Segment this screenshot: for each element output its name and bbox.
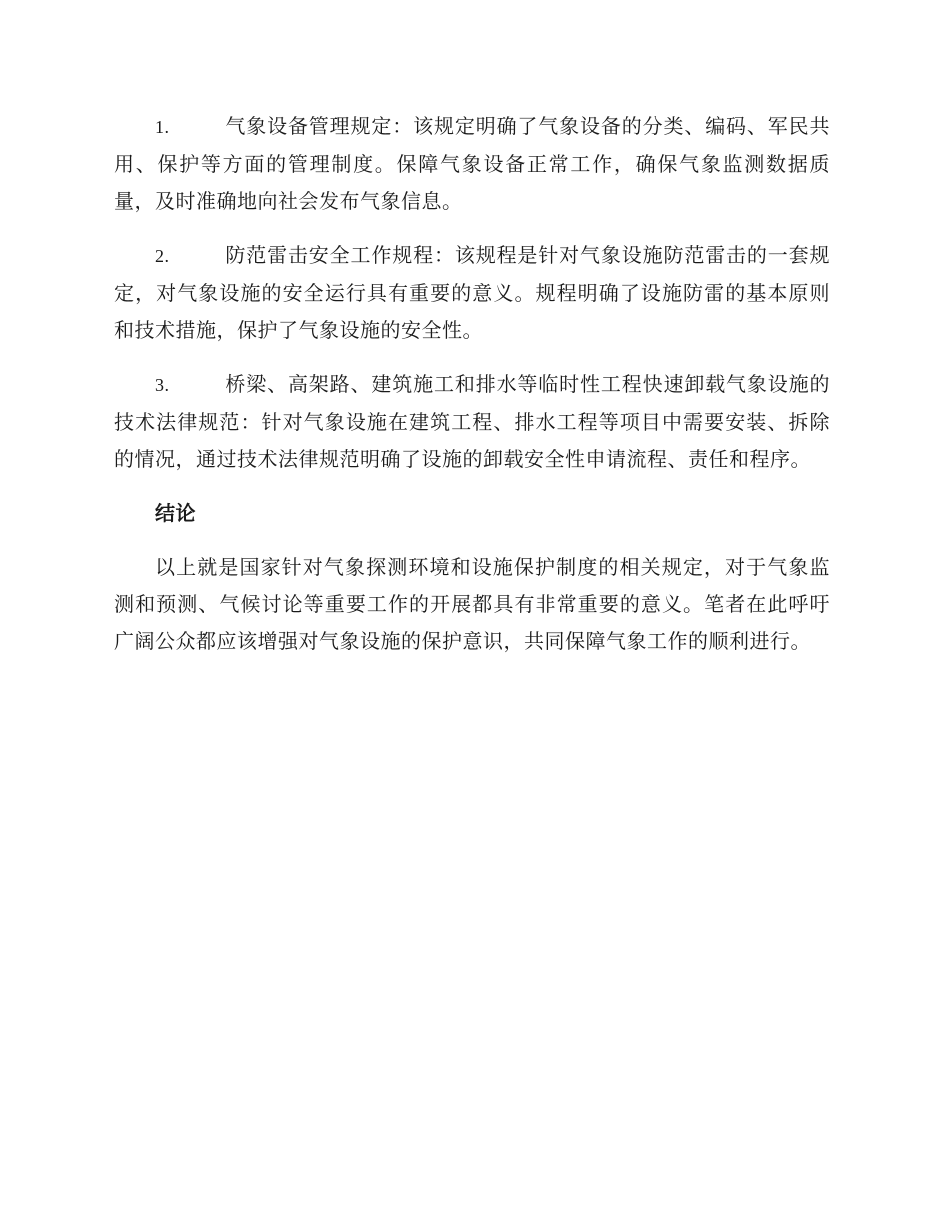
conclusion-paragraph: 以上就是国家针对气象探测环境和设施保护制度的相关规定，对于气象监测和预测、气候讨论等重要工作的开展都具有非常重要的意义。笔者在此呼吁广阔公众都应该增强对气象设施的保护意识，共同保障气象工作的顺利进行。 xyxy=(114,555,830,653)
list-item-number: 1. xyxy=(155,117,170,137)
list-item-1 xyxy=(114,108,830,220)
conclusion-heading: 结论 xyxy=(155,501,196,525)
list-item-text: 气象设备管理规定：该规定明确了气象设备的分类、编码、军民共用、保护等方面的管理制度。保障气象设备正常工作，确保气象监测数据质量，及时准确地向社会发布气象信息。 xyxy=(114,114,830,213)
list-item-number: 3. xyxy=(155,375,170,395)
document-body xyxy=(114,108,830,660)
list-item-number: 2. xyxy=(155,246,170,266)
list-item-text: 防范雷击安全工作规程：该规程是针对气象设施防范雷击的一套规定，对气象设施的安全运行具有重要的意义。规程明确了设施防雷的基本原则和技术措施，保护了气象设施的安全性。 xyxy=(114,243,830,342)
list-item-text: 桥梁、高架路、建筑施工和排水等临时性工程快速卸载气象设施的技术法律规范：针对气象设施在建筑工程、排水工程等项目中需要安装、拆除的情况，通过技术法律规范明确了设施的卸载安全性申请流程、责任和程序。 xyxy=(114,372,830,471)
list-item-2 xyxy=(114,237,830,349)
list-item-3 xyxy=(114,366,830,478)
